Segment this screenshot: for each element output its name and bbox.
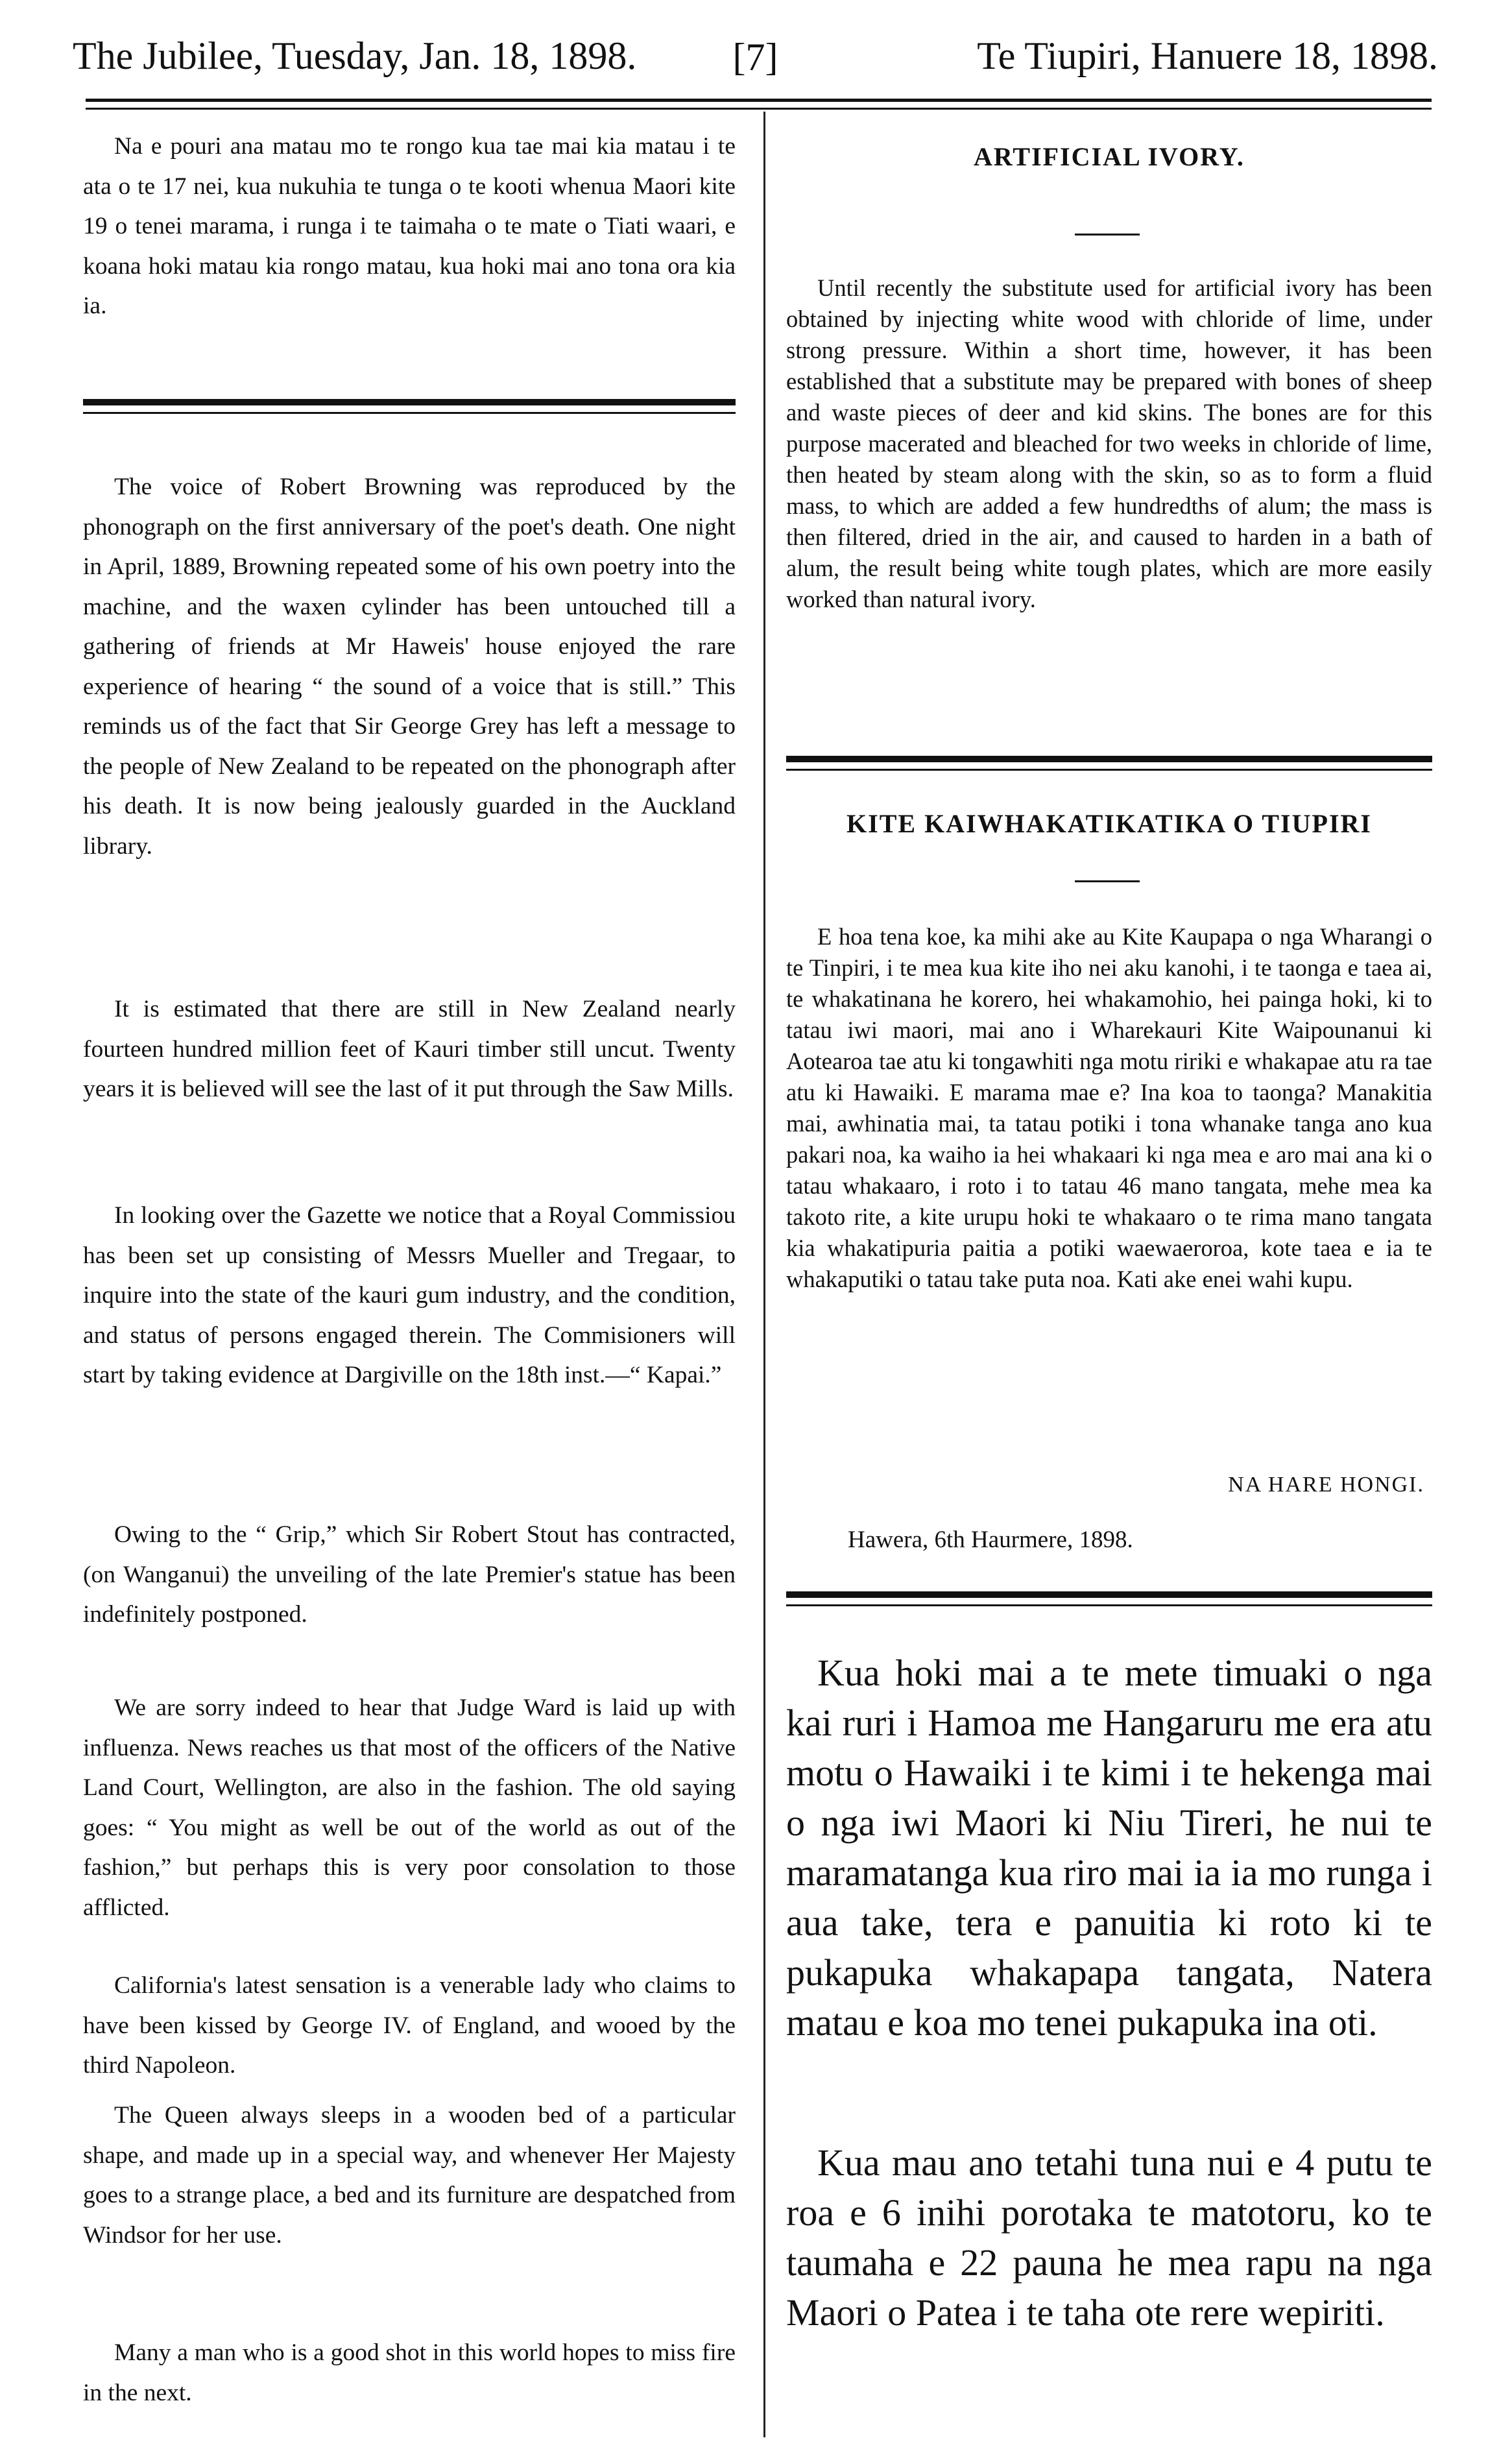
header-right: Te Tiupiri, Hanuere 18, 1898. [977, 34, 1438, 77]
page-header [73, 26, 1438, 86]
header-left: The Jubilee, Tuesday, Jan. 18, 1898. [73, 34, 637, 77]
paragraph-court-notice: Na e pouri ana matau mo te rongo kua tae mai kia matau i te ata o te 17 nei, kua nukuhia te tunga o te kooti whenua Maori kite 19 o tenei marama, i runga i te taimaha o te mate o Tiati waari, e koana hoki matau kia rongo matau, kua hoki mai ano tona ora kia ia. [83, 133, 736, 319]
paragraph-giant-eel: Kua mau ano tetahi tuna nui e 4 putu te roa e 6 inihi porotaka te matotoru, ko te taumaha e 22 pauna he mea rapu na nga Maori o Patea i te taha ote rere wepiriti. [786, 2142, 1432, 2334]
heading-letter-to-editor: KITE KAIWHAKATIKATIKA O TIUPIRI [846, 809, 1372, 838]
header-rule-thin [86, 108, 1432, 110]
heading-dash [1075, 880, 1140, 882]
paragraph-kauri-timber: It is estimated that there are still in New Zealand nearly fourteen hundred million feet of Kauri timber still uncut. Twenty years it is believed will see the last of it put through the Saw Mills. [83, 996, 736, 1102]
heading-artificial-ivory: ARTIFICIAL IVORY. [974, 142, 1245, 171]
paragraph-royal-commission: In looking over the Gazette we notice that a Royal Commissiou has been set up consisting of Messrs Mueller and Tregaar, to inquire into the state of the kauri gum industry, and the condition, and status of persons engaged therein. The Commisioners will start by taking evidence at Dargiville on the 18th inst.—“ Kapai.” [83, 1202, 736, 1388]
letter-signature: NA HARE HONGI. [1228, 1473, 1424, 1497]
page-number: [7] [732, 36, 778, 78]
paragraph-browning-phonograph: The voice of Robert Browning was reproduced by the phonograph on the first anniversary of the poet's death. One night in April, 1889, Browning repeated some of his own poetry into the machine, and the waxen cylinder has been untouched till a gathering of friends at Mr Haweis' house enjoyed the rare experience of hearing “ the sound of a voice that is still.” This reminds us of the fact that Sir George Grey has left a message to the people of New Zealand to be repeated on the phonograph after his death. It is now being jealously guarded in the Auckland library. [83, 474, 736, 860]
heading-dash [1075, 234, 1140, 235]
paragraph-surveyors-return: Kua hoki mai a te mete timuaki o nga kai ruri i Hamoa me Hangaruru me era atu motu o Hawaiki i te kimi i te hekenga mai o nga iwi Maori ki Niu Tireri, he nui te maramatanga kua riro mai ia ia mo runga i aua take, tera e panuitia ki roto ki te pukapuka whakapapa tangata, Natera matau e koa mo tenei pukapuka ina oti. [786, 1652, 1432, 2044]
paragraph-letter-body: E hoa tena koe, ka mihi ake au Kite Kaupapa o nga Wharangi o te Tinpiri, i te mea kua kite iho nei aku kanohi, i te taonga e taea ai, te whakatinana he korero, hei whakamohio, hei painga hoki, ki to tatau iwi maori, mai ano i Wharekauri Kite Waipounanui ki Aotearoa tae atu ki tongawhiti nga motu ririki e whakapae atu ra tae atu ki Hawaiki. E marama mae e? Ina koa to taonga? Manakitia mai, awhinatia mai, ta tatau potiki i tona whanake tanga ano kua pakari noa, ka waiho ia hei whakaari ki nga mea e aro mai ana ki o tatau whakaaro, i roto i to tatau 46 mano tangata, mehe mea ka takoto rite, a kite urupu hoki te whakaaro o te rima mano tangata kia whakatipuria paitia a potiki waewaeroroa, kote taea e ia te whakaputiki o tatau take puta noa. Kati ake enei wahi kupu. [786, 923, 1432, 1292]
paragraph-good-shot: Many a man who is a good shot in this world hopes to miss fire in the next. [83, 2339, 736, 2406]
paragraph-queen-bed: The Queen always sleeps in a wooden bed of a particular shape, and made up in a special way, and whenever Her Majesty goes to a strange place, a bed and its furniture are despatched from Windsor for her use. [83, 2102, 736, 2249]
paragraph-california-sensation: California's latest sensation is a venerable lady who claims to have been kissed by George IV. of England, and wooed by the third Napoleon. [83, 1972, 736, 2079]
header-rule-thick [86, 99, 1432, 102]
paragraph-sir-robert-stout: Owing to the “ Grip,” which Sir Robert Stout has contracted, (on Wanganui) the unveiling of the late Premier's statue has been indefinitely postponed. [83, 1521, 736, 1628]
column-divider [763, 112, 765, 2437]
paragraph-judge-ward: We are sorry indeed to hear that Judge Ward is laid up with influenza. News reaches us that most of the officers of the Native Land Court, Wellington, are also in the fashion. The old saying goes: “ You might as well be out of the world as out of the fashion,” but perhaps this is very poor consolation to those afflicted. [83, 1695, 736, 1921]
paragraph-artificial-ivory: Until recently the substitute used for artificial ivory has been obtained by injecting white wood with chloride of lime, under strong pressure. Within a short time, however, it has been established that a substitute may be prepared with bones of sheep and waste pieces of deer and kid skins. The bones are for this purpose macerated and bleached for two weeks in chloride of lime, then heated by steam along with the skin, so as to form a fluid mass, to which are added a few hundredths of alum; the mass is then filtered, dried in the air, and caused to harden in a bath of alum, the result being white tough plates, which are more easily worked than natural ivory. [786, 274, 1432, 612]
letter-dateline: Hawera, 6th Haurmere, 1898. [848, 1527, 1133, 1553]
